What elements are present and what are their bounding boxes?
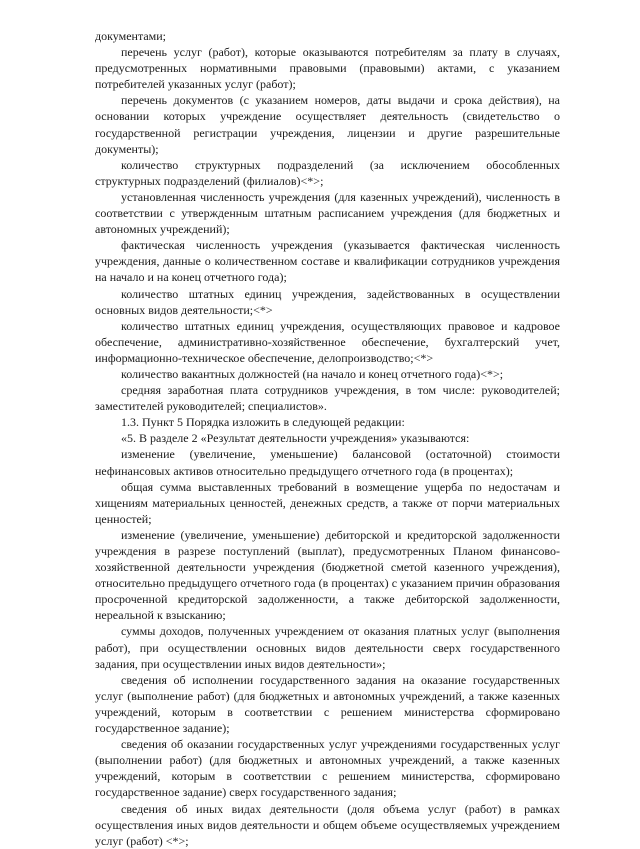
paragraph: суммы доходов, полученных учреждением от оказания платных услуг (выполнения работ), при осуществлении основных видов деятельности сверх государственного задания, при осуществлении иных видов деятельности»; [95, 624, 560, 671]
paragraph: средняя заработная плата сотрудников учреждения, в том числе: руководителей; заместителей руководителей; специалистов». [95, 383, 560, 414]
paragraph: «5. В разделе 2 «Результат деятельности учреждения» указываются: [121, 431, 470, 446]
paragraph: перечень услуг (работ), которые оказываются потребителям за плату в случаях, предусмотренных нормативными правовыми (правовыми) актами, с указанием потребителей указанных услуг (работ); [95, 45, 560, 92]
paragraph: количество штатных единиц учреждения, осуществляющих правовое и кадровое обеспечение, административно-хозяйственное обеспечение, бухгалтерский учет, информационно-техническое обеспечение, делопроизводство;<*> [95, 318, 560, 365]
paragraph: изменение (увеличение, уменьшение) дебиторской и кредиторской задолженности учреждения в разрезе поступлений (выплат), предусмотренных Планом финансово-хозяйственной деятельности учреждения (бюджетной сметой казенного учреждения), относительно предыдущего отчетного года (в процентах) с указанием причин образования просроченной кредиторской задолженности, а также дебиторской задолженности, нереальной к взысканию; [95, 527, 560, 623]
paragraph: 1.3. Пункт 5 Порядка изложить в следующей редакции: [121, 415, 405, 430]
paragraph: количество структурных подразделений (за исключением обособленных структурных подразделений (филиалов)<*>; [95, 157, 560, 188]
paragraph: общая сумма выставленных требований в возмещение ущерба по недостачам и хищениям материальных ценностей, денежных средств, а также от порчи материальных ценностей; [95, 479, 560, 526]
paragraph: количество вакантных должностей (на начало и конец отчетного года)<*>; [121, 366, 504, 381]
paragraph: документами; [95, 29, 167, 43]
paragraph: сведения об иных видах деятельности (доля объема услуг (работ) в рамках осуществления иных видов деятельности и общем объеме осуществляемых учреждением услуг (работ) <*>; [95, 801, 560, 848]
paragraph: перечень документов (с указанием номеров, даты выдачи и срока действия), на основании которых учреждение осуществляет деятельность (свидетельство о государственной регистрации учреждения, лицензии и другие разрешительные документы); [95, 93, 560, 156]
paragraph: фактическая численность учреждения (указывается фактическая численность учреждения, данные о количественном составе и квалификации сотрудников учреждения на начало и на конец отчетного года); [95, 238, 560, 285]
document-page [95, 28, 560, 849]
paragraph: количество штатных единиц учреждения, задействованных в осуществлении основных видов деятельности;<*> [95, 286, 560, 317]
paragraph: сведения об оказании государственных услуг учреждениями государственных услуг (выполнении работ) (для бюджетных и автономных учреждений, а также казенных учреждений, которым в соответствии с решением министерства, сформировано государственное задание) сверх государственного задания; [95, 737, 560, 800]
paragraph: сведения об исполнении государственного задания на оказание государственных услуг (выполнение работ) (для бюджетных и автономных учреждений, а также казенных учреждений, которым в соответствии с решением министерства сформировано государственное задание); [95, 672, 560, 736]
paragraph: изменение (увеличение, уменьшение) балансовой (остаточной) стоимости нефинансовых активов относительно предыдущего отчетного года (в процентах); [95, 447, 560, 478]
paragraph: установленная численность учреждения (для казенных учреждений), численность в соответствии с утвержденным штатным расписанием учреждения (для бюджетных и автономных учреждений); [95, 189, 560, 237]
